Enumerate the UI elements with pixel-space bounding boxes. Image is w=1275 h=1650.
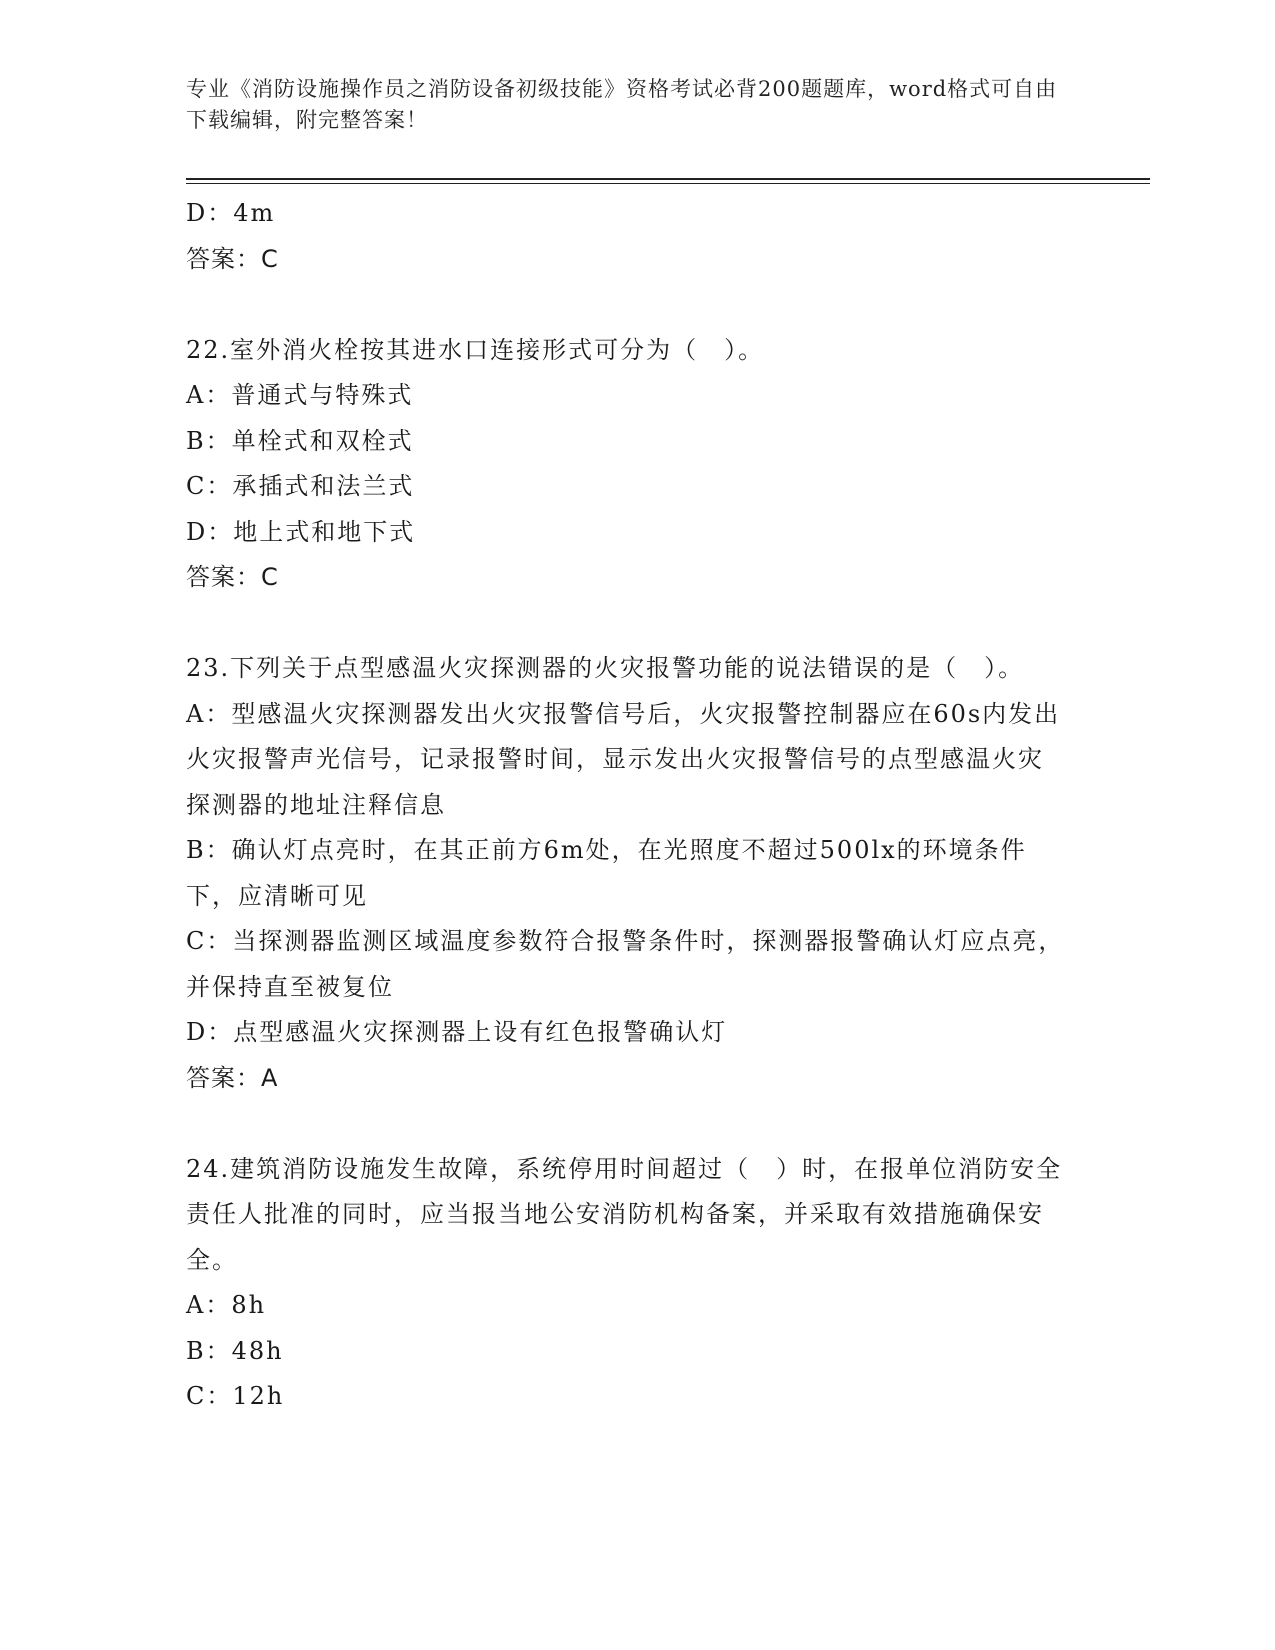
option-a: A：型感温火灾探测器发出火灾报警信号后，火灾报警控制器应在60s内发出火灾报警声光信号，记录报警时间，显示发出火灾报警信号的点型感温火灾探测器的地址注释信息 xyxy=(186,699,1061,819)
option-c: C：12h xyxy=(186,1382,285,1410)
option-d: D：地上式和地下式 xyxy=(186,517,416,546)
question-24 xyxy=(186,1147,1086,1420)
question-stem: 23.下列关于点型感温火灾探测器的火灾报警功能的说法错误的是（ ）。 xyxy=(186,654,1025,682)
option-a: A：8h xyxy=(186,1291,267,1319)
option-a: A：普通式与特殊式 xyxy=(186,381,414,409)
spacer xyxy=(186,282,1086,328)
question-22 xyxy=(186,328,1086,601)
question-fragment xyxy=(186,191,1086,282)
spacer xyxy=(186,601,1086,647)
header-divider-thin xyxy=(186,183,1150,184)
answer-line: 答案：C xyxy=(186,244,279,273)
question-stem: 22.室外消火栓按其进水口连接形式可分为（ ）。 xyxy=(186,335,765,364)
option-b: B：48h xyxy=(186,1336,284,1365)
answer-line: 答案：C xyxy=(186,563,279,591)
header-divider-thick xyxy=(186,178,1150,180)
option-d: D：4m xyxy=(186,199,276,227)
question-list xyxy=(186,191,1086,1420)
option-c: C：当探测器监测区域温度参数符合报警条件时，探测器报警确认灯应点亮，并保持直至被复位 xyxy=(186,927,1065,1001)
question-23 xyxy=(186,646,1086,1101)
option-d: D：点型感温火灾探测器上设有红色报警确认灯 xyxy=(186,1018,728,1046)
answer-line: 答案：A xyxy=(186,1063,279,1092)
spacer xyxy=(186,1101,1086,1147)
option-b: B：单栓式和双栓式 xyxy=(186,426,414,455)
option-b: B：确认灯点亮时，在其正前方6m处，在光照度不超过500lx的环境条件下，应清晰可见 xyxy=(186,836,1027,910)
question-stem: 24.建筑消防设施发生故障，系统停用时间超过（ ）时，在报单位消防安全责任人批准的同时，应当报当地公安消防机构备案，并采取有效措施确保安全。 xyxy=(186,1154,1063,1274)
document-header: 专业《消防设施操作员之消防设备初级技能》资格考试必背200题题库，word格式可自由下载编辑，附完整答案！ xyxy=(186,77,1058,132)
option-c: C：承插式和法兰式 xyxy=(186,472,415,500)
